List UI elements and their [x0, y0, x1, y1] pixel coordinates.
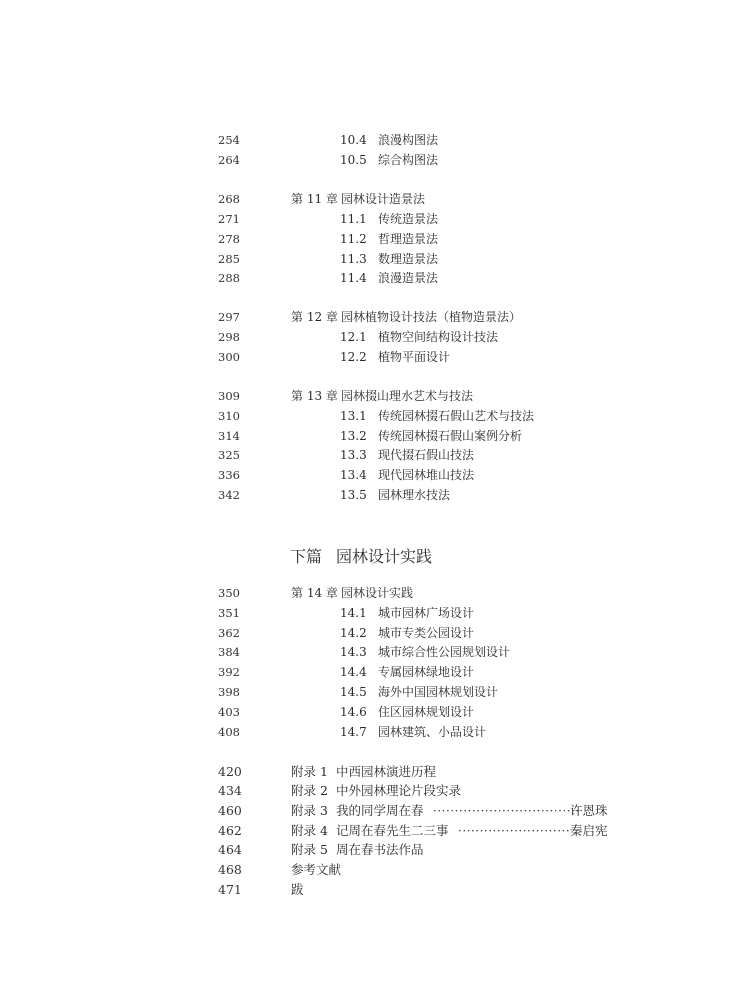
appendix-entry — [0, 840, 750, 860]
page-number: 264 — [218, 153, 240, 167]
section-number: 13.5 — [340, 488, 367, 502]
chapter-title: 园林植物设计技法（植物造景法） — [341, 310, 522, 324]
section-title: 传统造景法 — [378, 212, 439, 226]
appendix-title: 中外园林理论片段实录 — [336, 783, 462, 798]
section-title: 植物平面设计 — [378, 350, 451, 364]
section-number: 10.4 — [340, 133, 367, 147]
section-number: 14.4 — [340, 665, 367, 679]
chapter-title: 园林设计实践 — [341, 586, 414, 600]
appendix-author: 秦启宪 — [570, 823, 608, 838]
appendix-entry — [0, 880, 750, 900]
section-number: 13.1 — [340, 409, 367, 423]
toc-entry — [0, 623, 750, 643]
page-number: 254 — [218, 133, 240, 147]
section-title: 现代园林堆山技法 — [378, 468, 475, 482]
appendix-title: 记周在春先生二三事 — [336, 823, 449, 838]
toc-chapter-entry — [0, 386, 750, 406]
page-number: 460 — [218, 803, 242, 818]
page-number: 285 — [218, 252, 240, 266]
appendix-label: 附录 5 — [291, 842, 328, 857]
toc-entry — [0, 229, 750, 249]
section-number: 14.1 — [340, 606, 367, 620]
section-title: 城市专类公园设计 — [378, 626, 475, 640]
page-number: 351 — [218, 606, 240, 620]
appendix-label: 附录 3 — [291, 803, 328, 818]
appendix-label: 附录 1 — [291, 764, 328, 779]
page-number: 336 — [218, 468, 240, 482]
page-number: 300 — [218, 350, 240, 364]
part-label: 下篇 — [290, 547, 323, 566]
page-number: 278 — [218, 232, 240, 246]
part-title: 园林设计实践 — [336, 547, 433, 566]
page-number: 350 — [218, 586, 240, 600]
section-title: 浪漫构图法 — [378, 133, 439, 147]
toc-entry — [0, 722, 750, 742]
page-number: 408 — [218, 725, 240, 739]
toc-entry — [0, 603, 750, 623]
section-title: 综合构图法 — [378, 153, 439, 167]
chapter-label: 第 11 章 — [291, 192, 338, 206]
section-title: 住区园林规划设计 — [378, 705, 475, 719]
toc-entry — [0, 485, 750, 505]
section-number: 14.6 — [340, 705, 367, 719]
section-title: 园林建筑、小品设计 — [378, 725, 487, 739]
appendix-entry — [0, 762, 750, 782]
appendix-label: 附录 4 — [291, 823, 328, 838]
toc-entry — [0, 209, 750, 229]
page-number: 384 — [218, 645, 240, 659]
references-label: 参考文献 — [291, 862, 342, 877]
page-number: 462 — [218, 823, 242, 838]
appendix-entry — [0, 860, 750, 880]
section-title: 传统园林掇石假山案例分析 — [378, 429, 523, 443]
section-title: 浪漫造景法 — [378, 271, 439, 285]
toc-entry — [0, 406, 750, 426]
section-title: 数理造景法 — [378, 252, 439, 266]
toc-entry — [0, 642, 750, 662]
toc-entry — [0, 702, 750, 722]
appendix-title: 周在春书法作品 — [336, 842, 424, 857]
page-number: 310 — [218, 409, 240, 423]
section-number: 13.4 — [340, 468, 367, 482]
section-number: 11.2 — [340, 232, 367, 246]
toc-entry — [0, 445, 750, 465]
page-number: 464 — [218, 842, 242, 857]
section-title: 传统园林掇石假山艺术与技法 — [378, 409, 535, 423]
section-number: 12.2 — [340, 350, 367, 364]
page-number: 325 — [218, 448, 240, 462]
section-title: 专属园林绿地设计 — [378, 665, 475, 679]
toc-entry — [0, 130, 750, 150]
section-title: 城市综合性公园规划设计 — [378, 645, 511, 659]
appendix-author: 许恩珠 — [570, 803, 608, 818]
section-number: 14.3 — [340, 645, 367, 659]
toc-entry — [0, 347, 750, 367]
section-title: 园林理水技法 — [378, 488, 451, 502]
section-number: 14.7 — [340, 725, 367, 739]
section-number: 14.2 — [340, 626, 367, 640]
page-number: 362 — [218, 626, 240, 640]
page-number: 342 — [218, 488, 240, 502]
section-title: 现代掇石假山技法 — [378, 448, 475, 462]
appendix-entry — [0, 801, 750, 821]
section-number: 10.5 — [340, 153, 367, 167]
page-number: 403 — [218, 705, 240, 719]
appendix-entry — [0, 821, 750, 841]
part-heading — [290, 545, 432, 569]
page-number: 420 — [218, 764, 242, 779]
section-title: 海外中国园林规划设计 — [378, 685, 499, 699]
section-title: 哲理造景法 — [378, 232, 439, 246]
appendix-label: 附录 2 — [291, 783, 328, 798]
toc-entry — [0, 327, 750, 347]
chapter-label: 第 12 章 — [291, 310, 338, 324]
toc-chapter-entry — [0, 189, 750, 209]
section-number: 13.2 — [340, 429, 367, 443]
leader-dots: ·························· — [458, 824, 571, 838]
page-number: 271 — [218, 212, 240, 226]
section-number: 13.3 — [340, 448, 367, 462]
page-number: 471 — [218, 882, 242, 897]
page-number: 288 — [218, 271, 240, 285]
postscript-label: 跋 — [291, 882, 304, 897]
toc-entry — [0, 426, 750, 446]
toc-entry — [0, 150, 750, 170]
page-number: 392 — [218, 665, 240, 679]
toc-entry — [0, 268, 750, 288]
page-number: 314 — [218, 429, 240, 443]
page-number: 309 — [218, 389, 240, 403]
toc-chapter-entry — [0, 583, 750, 603]
chapter-label: 第 13 章 — [291, 389, 338, 403]
appendix-entry — [0, 781, 750, 801]
page-number: 434 — [218, 783, 242, 798]
section-number: 11.4 — [340, 271, 367, 285]
section-number: 14.5 — [340, 685, 367, 699]
section-title: 城市园林广场设计 — [378, 606, 475, 620]
toc-entry — [0, 682, 750, 702]
page-number: 298 — [218, 330, 240, 344]
section-number: 12.1 — [340, 330, 367, 344]
section-number: 11.3 — [340, 252, 367, 266]
chapter-title: 园林设计造景法 — [341, 192, 426, 206]
section-number: 11.1 — [340, 212, 367, 226]
appendix-title: 中西园林演进历程 — [336, 764, 437, 779]
leader-dots: ·································· — [433, 804, 580, 818]
toc-entry — [0, 662, 750, 682]
toc-entry — [0, 249, 750, 269]
chapter-label: 第 14 章 — [291, 586, 338, 600]
toc-entry — [0, 465, 750, 485]
chapter-title: 园林掇山理水艺术与技法 — [341, 389, 474, 403]
page-number: 468 — [218, 862, 242, 877]
page-number: 268 — [218, 192, 240, 206]
page-number: 398 — [218, 685, 240, 699]
section-title: 植物空间结构设计技法 — [378, 330, 499, 344]
page-number: 297 — [218, 310, 240, 324]
appendix-title: 我的同学周在春 — [336, 803, 424, 818]
toc-chapter-entry — [0, 307, 750, 327]
